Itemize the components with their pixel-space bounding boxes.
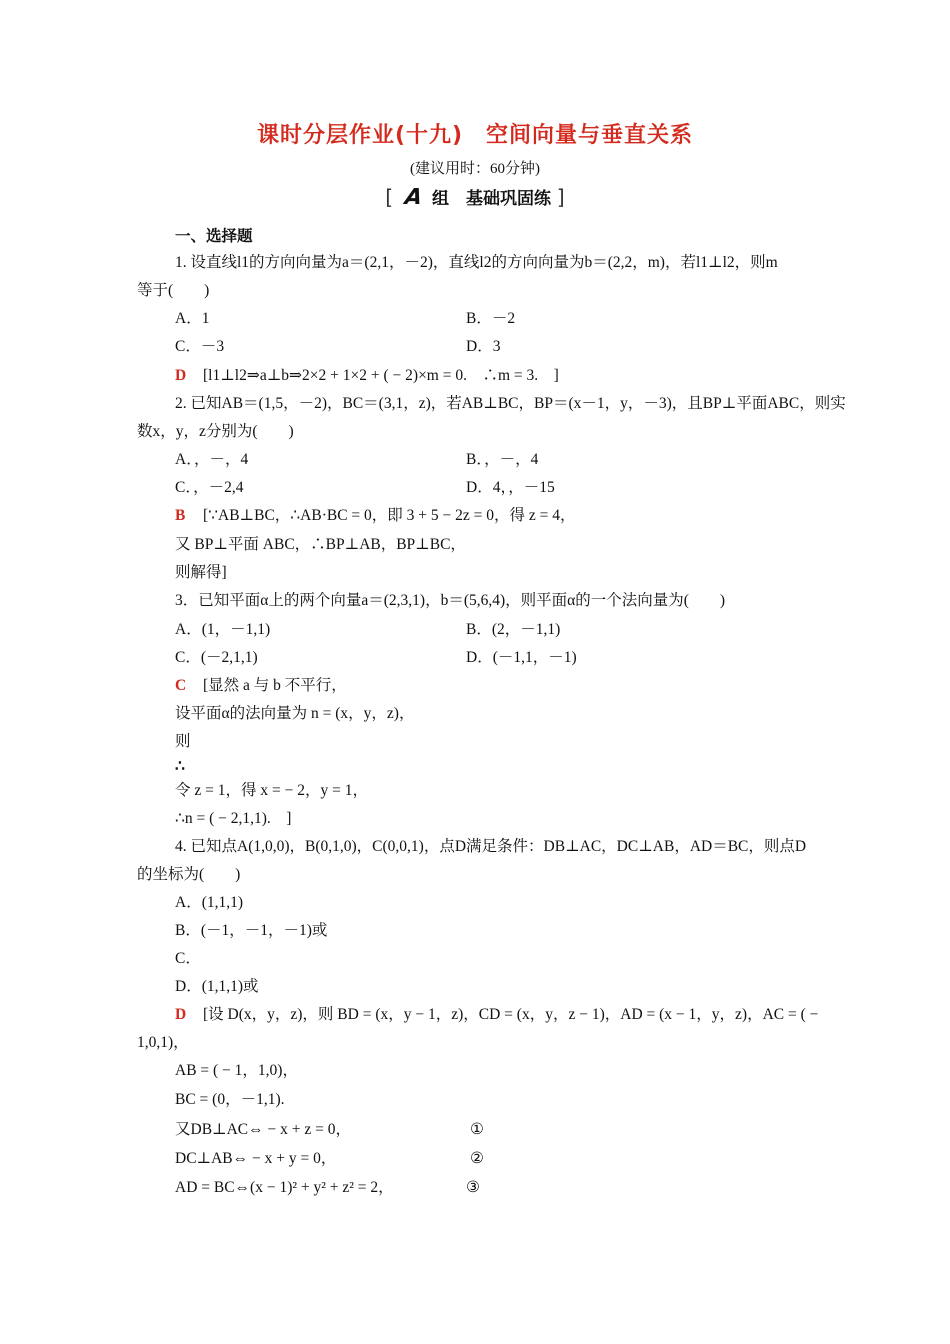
group-close-bracket: ]	[556, 185, 565, 209]
group-a-heading	[0, 184, 950, 210]
q4-answer: D	[175, 1006, 187, 1023]
section-heading: 一、选择题	[175, 228, 253, 245]
q1-option-b: B．－2	[466, 310, 516, 327]
q3-explanation-5: 令 z = 1，得 x = − 2，y = 1，	[175, 782, 368, 799]
equation-label-3: ③	[466, 1179, 480, 1196]
q3-option-b: B．(2，－1,1)	[466, 621, 561, 638]
q1-option-d: D．3	[466, 338, 501, 355]
q1-explanation: [l1⊥l2⇒a⊥b⇒2×2 + 1×2 + ( − 2)×m = 0. ∴m = 3. ]	[203, 367, 559, 384]
group-label: 组 基础巩固练	[431, 189, 551, 209]
q4-explanation-5: 又DB⊥AC⇔ − x + z = 0，	[175, 1121, 351, 1138]
group-open-bracket: [	[385, 185, 394, 209]
page-title: 课时分层作业(十九) 空间向量与垂直关系	[256, 123, 694, 148]
q4-explanation-3: AB = ( − 1，1,0)，	[175, 1062, 298, 1079]
q2-answer: B	[175, 507, 186, 524]
q4-explanation-1: [设 D(x，y，z)，则 BD = (x，y − 1，z)，CD = (x，y，z − 1)，AD = (x − 1，y，z)，AC = ( −	[203, 1006, 819, 1023]
q4-option-d: D．(1,1,1)或	[175, 978, 259, 995]
question-1-stem: 1. 设直线l1的方向向量为a＝(2,1，－2)，直线l2的方向向量为b＝(2,2，m)，若l1⊥l2，则m	[175, 254, 778, 271]
q4-option-c: C．	[175, 950, 201, 967]
q3-explanation-2: 设平面α的法向量为 n = (x，y，z)，	[175, 705, 415, 722]
question-1-stem-cont: 等于( )	[137, 282, 210, 299]
q3-explanation-4: ∴	[175, 758, 185, 775]
q2-explanation-2: 又 BP⊥平面 ABC，∴BP⊥AB，BP⊥BC，	[175, 536, 466, 553]
q2-option-d: D．4，，－15	[466, 479, 555, 496]
q3-answer: C	[175, 677, 187, 694]
q4-explanation-2: 1,0,1)，	[137, 1034, 189, 1051]
question-2-stem-cont: 数x，y，z分别为( )	[137, 423, 294, 440]
q4-explanation-4: BC = (0，－1,1).	[175, 1091, 285, 1108]
q3-explanation-1: [显然 a 与 b 不平行，	[203, 677, 347, 694]
q4-option-a: A．(1,1,1)	[175, 894, 244, 911]
q2-explanation-3: 则解得]	[175, 564, 227, 581]
q4-option-b: B．(－1，－1，－1)或	[175, 922, 328, 939]
question-2-stem: 2. 已知AB＝(1,5，－2)，BC＝(3,1，z)，若AB⊥BC，BP＝(x－1，y，－3)，且BP⊥平面ABC，则实	[175, 395, 846, 412]
q4-explanation-6: DC⊥AB⇔ − x + y = 0，	[175, 1150, 337, 1167]
q1-option-c: C．－3	[175, 338, 225, 355]
question-4-stem: 4. 已知点A(1,0,0)，B(0,1,0)，C(0,0,1)，点D满足条件：DB⊥AC，DC⊥AB，AD＝BC，则点D	[175, 838, 807, 855]
q3-option-c: C．(－2,1,1)	[175, 649, 258, 666]
question-4-stem-cont: 的坐标为( )	[137, 866, 241, 883]
q2-explanation-1: [∵AB⊥BC，∴AB·BC = 0，即 3 + 5 − 2z = 0，得 z = 4，	[203, 507, 576, 524]
equation-label-2: ②	[470, 1150, 484, 1167]
q1-answer: D	[175, 367, 187, 384]
q2-option-a: A．，－，4	[175, 451, 249, 468]
q3-explanation-3: 则	[175, 733, 191, 750]
question-3-stem: 3．已知平面α上的两个向量a＝(2,3,1)，b＝(5,6,4)，则平面α的一个法向量为( )	[175, 592, 726, 609]
q4-explanation-7: AD = BC⇔(x − 1)² + y² + z² = 2，	[175, 1179, 394, 1196]
q3-option-d: D．(－1,1，－1)	[466, 649, 577, 666]
q2-option-b: B．，－，4	[466, 451, 539, 468]
q2-option-c: C．，－2,4	[175, 479, 244, 496]
q1-option-a: A．1	[175, 310, 210, 327]
equation-label-1: ①	[470, 1121, 484, 1138]
q3-option-a: A．(1，－1,1)	[175, 621, 271, 638]
suggested-time: (建议用时：60分钟)	[410, 161, 540, 177]
q3-explanation-6: ∴n = ( − 2,1,1). ]	[175, 810, 292, 827]
group-letter: A	[403, 185, 424, 210]
